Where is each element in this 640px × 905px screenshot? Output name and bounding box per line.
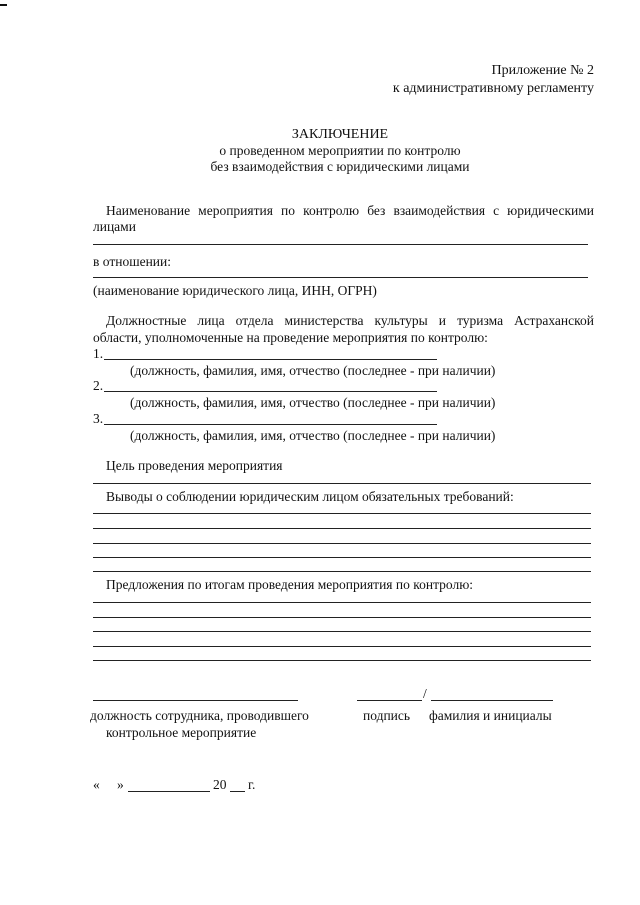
date-year-suffix: г. [248, 777, 256, 792]
legal-entity-caption: (наименование юридического лица, ИНН, ОГРН) [93, 283, 377, 298]
proposals-line-1[interactable] [93, 602, 591, 603]
purpose-field[interactable] [93, 483, 591, 484]
signature-field[interactable] [357, 700, 422, 701]
proposals-line-2[interactable] [93, 617, 591, 618]
signature-slash: / [423, 686, 427, 701]
date-month-field[interactable] [128, 791, 210, 792]
document-title: ЗАКЛЮЧЕНИЕ [291, 127, 389, 142]
conclusions-line-1[interactable] [93, 513, 591, 514]
official-2-field[interactable] [104, 391, 437, 392]
conclusions-line-5[interactable] [93, 571, 591, 572]
document-subtitle-line2: без взаимодействия с юридическими лицами [210, 159, 470, 174]
date-year-field[interactable] [230, 791, 245, 792]
officials-intro: Должностные лица отдела министерства культуры и туризма Астраханской [106, 313, 594, 328]
official-3-field[interactable] [104, 424, 437, 425]
appendix-number: Приложение № 2 [491, 63, 594, 78]
officials-intro-cont: области, уполномоченные на проведение мероприятия по контролю: [93, 330, 488, 345]
official-1-caption: (должность, фамилия, имя, отчество (последнее - при наличии) [130, 363, 496, 378]
purpose-label: Цель проведения мероприятия [106, 458, 283, 473]
event-name-field[interactable] [93, 244, 588, 245]
position-field[interactable] [93, 700, 298, 701]
regulation-reference: к административному регламенту [392, 81, 594, 96]
event-name-label-cont: лицами [93, 219, 136, 234]
official-2-number: 2. [93, 378, 104, 393]
proposals-label: Предложения по итогам проведения мероприятия по контролю: [106, 577, 474, 592]
official-1-field[interactable] [104, 359, 437, 360]
proposals-line-5[interactable] [93, 660, 591, 661]
conclusions-line-2[interactable] [93, 528, 591, 529]
position-caption: должность сотрудника, проводившего [90, 708, 309, 723]
conclusions-line-3[interactable] [93, 543, 591, 544]
full-name-caption: фамилия и инициалы [429, 708, 552, 723]
official-3-caption: (должность, фамилия, имя, отчество (последнее - при наличии) [130, 428, 496, 443]
conclusions-line-4[interactable] [93, 557, 591, 558]
position-caption-cont: контрольное мероприятие [106, 725, 257, 740]
date-year-prefix: 20 [213, 777, 227, 792]
date-open-quote: « [93, 777, 100, 792]
scan-corner-mark [0, 4, 7, 6]
proposals-line-4[interactable] [93, 646, 591, 647]
official-3-number: 3. [93, 411, 104, 426]
event-name-label: Наименование мероприятия по контролю без взаимодействия с юридическими [106, 203, 594, 218]
official-2-caption: (должность, фамилия, имя, отчество (последнее - при наличии) [130, 395, 496, 410]
document-subtitle-line1: о проведенном мероприятии по контролю [219, 143, 461, 158]
official-1-number: 1. [93, 346, 104, 361]
proposals-line-3[interactable] [93, 631, 591, 632]
signature-caption: подпись [363, 708, 411, 723]
full-name-field[interactable] [431, 700, 553, 701]
in-relation-label: в отношении: [93, 254, 172, 269]
legal-entity-field[interactable] [93, 277, 588, 278]
conclusions-label: Выводы о соблюдении юридическим лицом обязательных требований: [106, 489, 514, 504]
date-close-quote: » [117, 777, 124, 792]
